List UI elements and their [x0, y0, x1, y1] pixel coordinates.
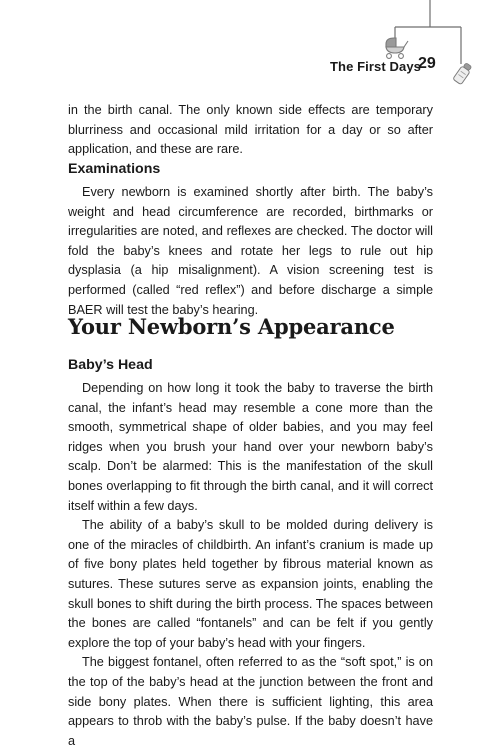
running-head-title: The First Days [330, 59, 421, 74]
page-number: 29 [418, 55, 436, 72]
babys-head-paragraph-3: The biggest fontanel, often referred to as the “soft spot,” is on the top of the baby’s head at the junction between the front and side bony plates. When there is sufficient lighting, this area appears to throb with the baby’s pulse. If the baby doesn’t have a [68, 655, 433, 748]
babys-head-paragraph-2: The ability of a baby’s skull to be molded during delivery is one of the miracles of childbirth. An infant’s cranium is made up of five bony plates held together by fibrous material known as sutures. These sutures serve as expansion joints, enabling the skull bones to shift during the birth process. The spaces between the bones are called “fontanels” and can be felt if you gently explore the top of your baby’s head with your fingers. [68, 518, 433, 650]
babys-head-heading: Baby’s Head [68, 357, 153, 373]
babys-head-paragraph-1: Depending on how long it took the baby to traverse the birth canal, the infant’s head may resemble a cone more than the smooth, symmetrical shape of older babies, and you may feel ridges when you brush your hand over your newborn baby’s scalp. Don’t be alarmed: This is the manifestation of the skull bones overlapping to fit through the birth canal, and it will correct itself within a few days. [68, 381, 433, 513]
bottle-charm-icon [453, 62, 473, 85]
examinations-heading: Examinations [68, 161, 161, 177]
section-heading-appearance: Your Newborn’s Appearance [68, 314, 395, 339]
intro-paragraph-block [68, 101, 433, 160]
intro-paragraph: in the birth canal. The only known side effects are temporary blurriness and occasional mild irritation for a day or so after application, and these are rare. [68, 103, 433, 157]
stroller-charm-icon [386, 38, 408, 58]
examinations-paragraph-block [68, 183, 433, 320]
examinations-paragraph: Every newborn is examined shortly after birth. The baby’s weight and head circumference are recorded, birthmarks or irregularities are noted, and reflexes are checked. The doctor will fold the baby’s knees and rotate her legs to rule out hip dysplasia (a hip misalignment). A vision screening test is performed (called “red reflex”) and before discharge a simple BAER will test the baby’s hearing. [68, 185, 433, 317]
babys-head-text-block [68, 379, 433, 751]
